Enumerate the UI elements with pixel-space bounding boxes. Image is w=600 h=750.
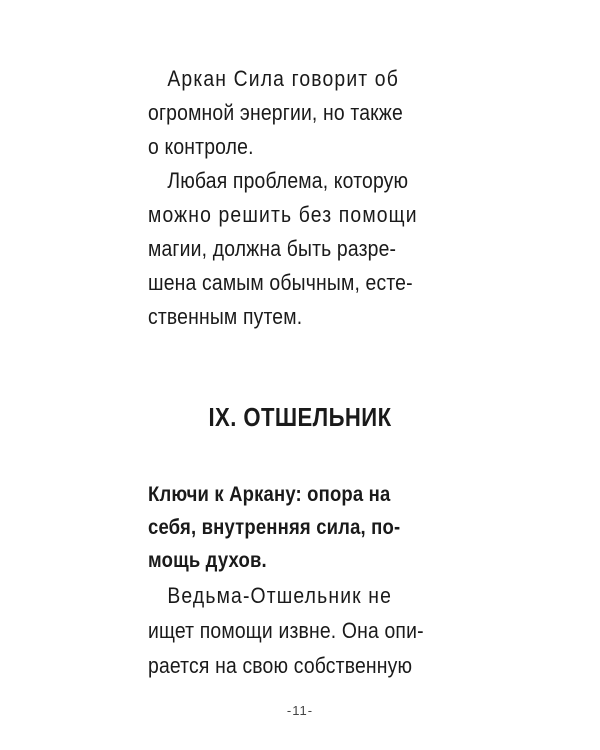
paragraph-strength-arcana [148,62,448,164]
chapter-heading: IX. ОТШЕЛЬНИК [208,402,392,432]
text-line: шена самым обычным, есте- [148,270,413,295]
arcana-keys-paragraph [148,478,448,577]
text-line: можно решить без помощи [148,202,418,227]
text-line: Ведьма-Отшельник не [167,583,393,608]
text-line: рается на свою собственную [148,653,413,678]
text-line: о контроле. [148,134,254,159]
page-number: -11- [286,703,314,718]
text-line: ственным путем. [148,304,303,329]
text-line: магии, должна быть разре- [148,236,397,261]
text-line: огромной энергии, но также [148,100,403,125]
page-body-top [148,62,448,334]
text-line: Ключи к Аркану: опора на [148,483,391,506]
text-line: Любая проблема, которую [167,168,409,193]
text-line: мощь духов. [148,549,267,572]
paragraph-hermit-witch [148,578,448,683]
text-line: Аркан Сила говорит об [167,66,399,91]
paragraph-any-problem [148,164,448,334]
text-line: ищет помощи извне. Она опи- [148,618,424,643]
text-line: себя, внутренняя сила, по- [148,516,401,539]
